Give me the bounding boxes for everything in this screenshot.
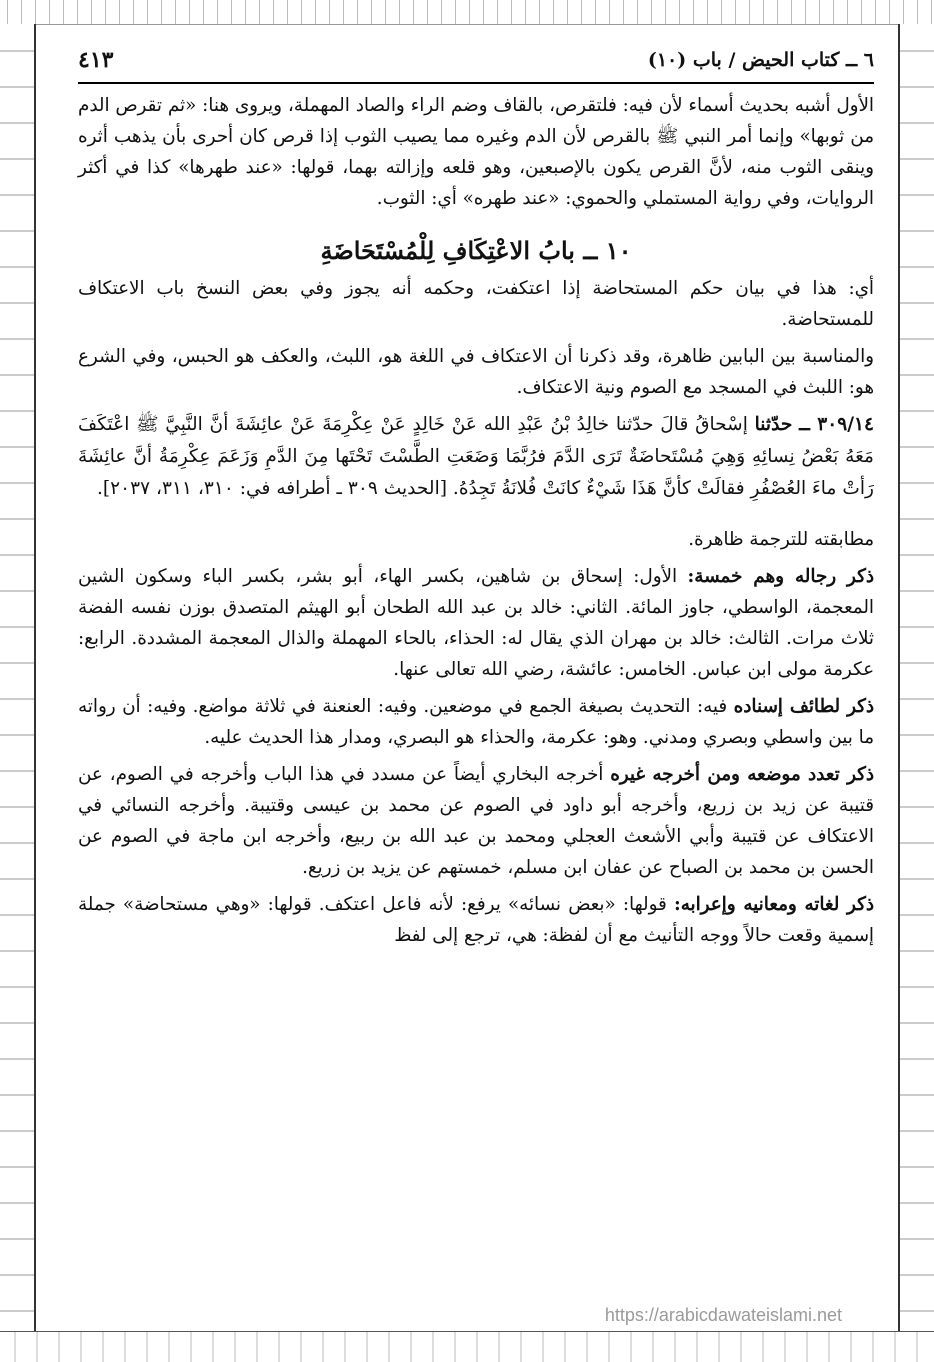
commentary-narrators: [78, 561, 874, 685]
right-ornament-border: [898, 24, 934, 1332]
left-ornament-border: [0, 24, 36, 1332]
top-ornament-border: [0, 0, 934, 25]
intro-paragraph: الأول أشبه بحديث أسماء لأن فيه: فلتقرص، بالقاف وضم الراء والصاد المهملة، ويروى هنا: «ثم تقرص الدم من ثوبها» وإنما أمر النبي ﷺ بالقرص لأن الدم وغيره مما يصيب الثوب إذا قرص كان أحرى بأن يذهب أثره وينقى الثوب منه، لأنَّ القرص يكون بالإصبعين، وهو قلعه وإزالته بهما، قولها: «عند طهرها» كذا في أكثر الروايات، وفي رواية المستملي والحموي: «عند طهره» أي: الثوب.: [78, 95, 874, 209]
language-body: قولها: «بعض نسائه» يرفع: لأنه فاعل اعتكف. قولها: «وهي مستحاضة» جملة إسمية وقعت حالاً ووجه التأنيث مع أن لفظة: هي، ترجع إلى لفظ: [78, 893, 874, 946]
chapter-title: ١٠ ــ بابُ الاعْتِكَافِ لِلْمُسْتَحَاضَةِ: [320, 236, 632, 265]
hadith-body: إسْحاقُ قالَ حدّثنا خالِدُ بْنُ عَبْدِ الله عَنْ خَالِدٍ عَنْ عِكْرِمَةَ عَنْ عائِشَةَ أنَّ النَّبِيَّ ﷺ اعْتَكَفَ مَعَهُ بَعْضُ نِسائِهِ وَهِيَ مُسْتَحاضَةٌ تَرَى الدَّمَ فرُبَّمَا وَضَعَتِ الطَّسْتَ تَحْتَها مِنَ الدَّمِ وَزَعَمَ عِكْرِمَةُ أنَّ عائِشَةَ رَأتْ ماءَ العُصْفُرِ فقالَتْ كأنَّ هَذَا شَيْءٌ كانَتْ فُلانَةُ تَجِدُهُ. [الحديث ٣٠٩ ـ أطرافه في: ٣١٠، ٣١١، ٢٠٣٧].: [78, 414, 874, 499]
chapter-relevance: والمناسبة بين البابين ظاهرة، وقد ذكرنا أن الاعتكاف في اللغة هو، اللبث، والعكف هو الحبس، وفي الشرع هو: اللبث في المسجد مع الصوم ونية الاعتكاف.: [78, 346, 874, 398]
page-header: [78, 38, 874, 84]
sources-body: أخرجه البخاري أيضاً عن مسدد في هذا الباب وأخرجه في الصوم، عن قتيبة عن زيد بن زريع، وأخرجه أبو داود في الصوم عن محمد بن عيسى وقتيبة. وأخرجه النسائي في الاعتكاف عن قتيبة وأبي الأشعث العجلي ومحمد بن عبد الله بن ربيع، وأخرجه ابن ماجة في الصوم عن الحسن بن محمد بن الصباح عن عفان ابن مسلم، خمستهم عن يزيد بن زريع.: [78, 763, 874, 878]
language-heading: ذكر لغاته ومعانيه وإعرابه:: [673, 893, 874, 915]
narrators-body: الأول: إسحاق بن شاهين، بكسر الهاء، أبو بشر، بكسر الباء وسكون الشين المعجمة، الواسطي، جاوز المائة. الثاني: خالد بن عبد الله الطحان أبو الهيثم المتصدق بوزن نفسه الفضة ثلاث مرات. الثالث: خالد بن مهران الذي يقال له: الحذاء، بالحاء المهملة والذال المعجمة المشددة. الرابع: عكرمة مولى ابن عباس. الخامس: عائشة، رضي الله تعالى عنها.: [78, 565, 874, 680]
hadith-text-block: [78, 409, 874, 505]
commentary-language: [78, 889, 874, 951]
chain-heading: ذكر لطائف إسناده: [733, 695, 875, 717]
narrators-heading: ذكر رجاله وهم خمسة:: [687, 565, 874, 587]
commentary-chain-subtleties: [78, 691, 874, 753]
running-title: ٦ ــ كتاب الحيض / باب (١٠): [647, 49, 874, 71]
chain-body: فيه: التحديث بصيغة الجمع في موضعين. وفيه: العنعنة في ثلاثة مواضع. وفيه: أن رواته ما بين واسطي وبصري ومدني. وهو: عكرمة، والحذاء هو البصري، ومدار هذا الحديث عليه.: [78, 695, 874, 748]
page-number: ٤١٣: [78, 47, 114, 73]
hadith-number: ٣٠٩/١٤ ــ: [799, 414, 874, 435]
commentary-sources: [78, 759, 874, 883]
commentary-correspondence: مطابقته للترجمة ظاهرة.: [688, 528, 874, 550]
hadith-haddathana: حدّثنا: [754, 414, 793, 435]
site-watermark: https://arabicdawateislami.net: [604, 1305, 842, 1325]
chapter-explanation: أي: هذا في بيان حكم المستحاضة إذا اعتكفت، وحكمه أنه يجوز وفي بعض النسخ باب الاعتكاف للمستحاضة.: [78, 278, 874, 330]
book-page: [78, 38, 874, 1326]
sources-heading: ذكر تعدد موضعه ومن أخرجه غيره: [610, 763, 874, 785]
bottom-ornament-border: [0, 1331, 934, 1362]
